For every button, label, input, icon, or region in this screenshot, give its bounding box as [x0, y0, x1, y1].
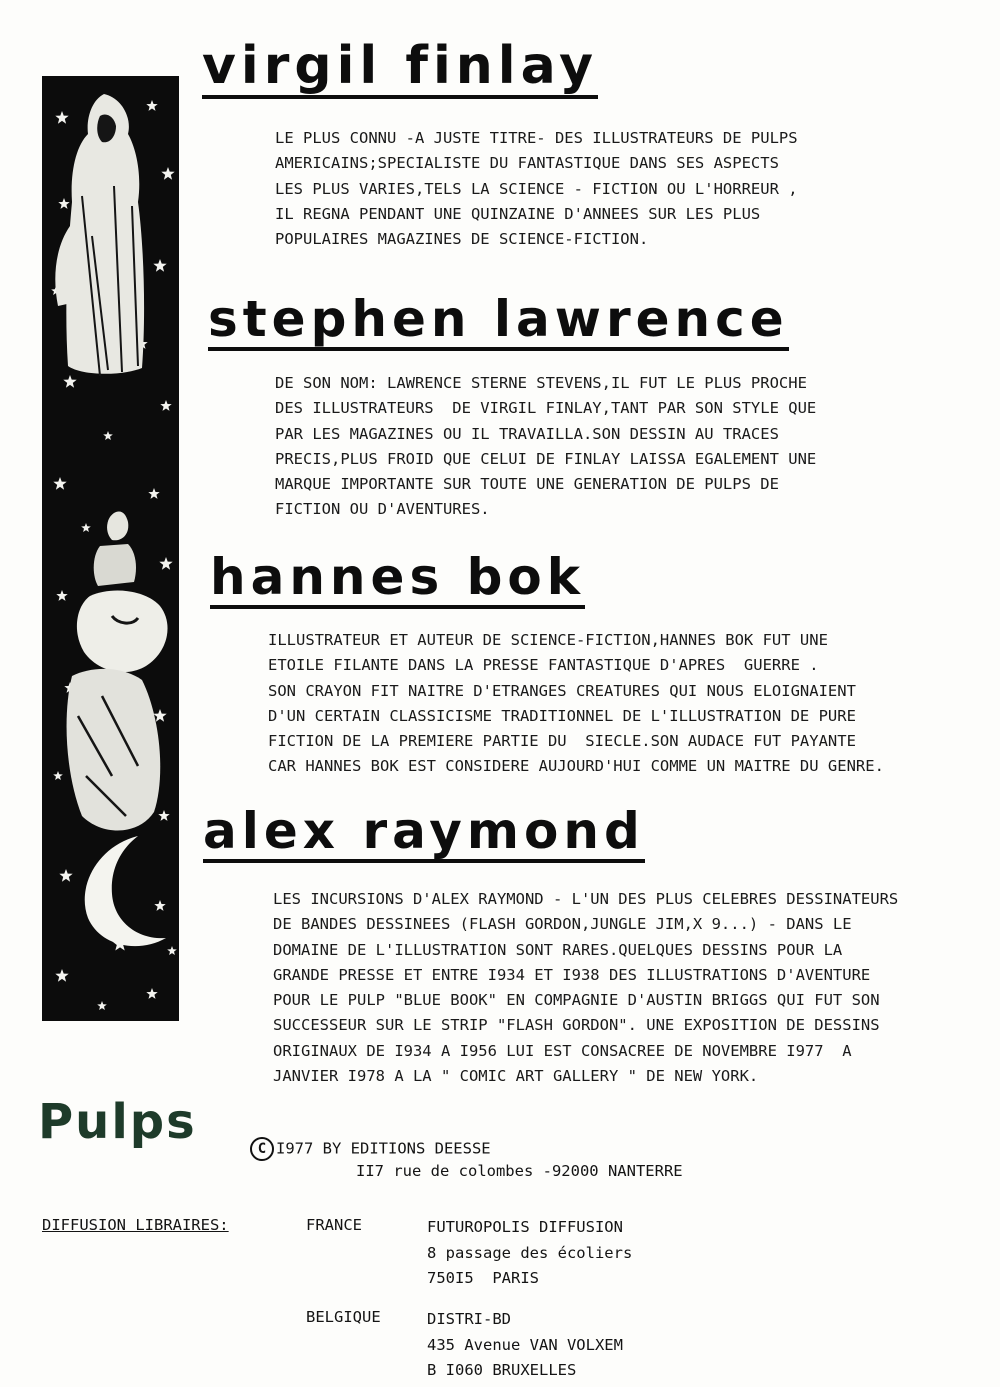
star-icon — [160, 400, 171, 411]
star-icon — [161, 167, 174, 180]
heading-virgil-finlay: virgil finlay — [202, 40, 598, 99]
distributor-france — [427, 1215, 632, 1292]
country-belgique: BELGIQUE — [306, 1308, 381, 1326]
heading-stephen-lawrence: stephen lawrence — [208, 294, 789, 351]
warrior-head — [107, 511, 128, 540]
paragraph-hannes-bok: ILLUSTRATEUR ET AUTEUR DE SCIENCE-FICTION,HANNES BOK FUT UNE ETOILE FILANTE DANS LA PRESSE FANTASTIQUE D'APRES GUERRE . SON CRAYON FIT NAITRE D'ETRANGES CREATURES QUI NOUS ELOIGNAIENT D'UN CERTAIN CLASSICISME TRADITIONNEL DE L'ILLUSTRATION DE PURE FICTION DE LA PREMIERE PARTIE DU SIECLE.SON AUDACE FUT PAYANTE CAR HANNES BOK EST CONSIDERE AUJOURD'HUI COMME UN MAITRE DU GENRE. — [268, 631, 884, 776]
copyright-line — [250, 1137, 491, 1161]
star-icon — [58, 198, 69, 209]
warrior-body — [94, 544, 136, 586]
horse-head — [77, 591, 168, 673]
decorative-illustration-strip — [42, 76, 179, 1021]
star-icon — [55, 111, 68, 124]
star-icon — [81, 523, 91, 532]
star-icon — [153, 259, 166, 272]
star-icon — [167, 946, 177, 955]
pulps-logo: Pulps — [38, 1094, 197, 1150]
heading-hannes-bok: hannes bok — [210, 552, 585, 609]
star-icon — [59, 869, 72, 882]
star-icon — [158, 810, 169, 821]
star-icon — [53, 477, 66, 490]
copyright-text: I977 BY EDITIONS DEESSE — [276, 1139, 491, 1158]
heading-alex-raymond: alex raymond — [203, 806, 645, 863]
crescent-moon — [85, 836, 166, 946]
star-icon — [53, 771, 63, 780]
star-icon — [154, 900, 165, 911]
star-icon — [153, 709, 166, 722]
star-icon — [56, 590, 67, 601]
star-icon — [55, 969, 68, 982]
star-icon — [97, 1001, 107, 1010]
publisher-address: II7 rue de colombes -92000 NANTERRE — [356, 1162, 683, 1180]
star-icon — [146, 100, 157, 111]
country-france: FRANCE — [306, 1216, 362, 1234]
diffusion-label: DIFFUSION LIBRAIRES: — [42, 1216, 229, 1234]
star-icon — [146, 988, 157, 999]
distributor-france-lines: FUTUROPOLIS DIFFUSION 8 passage des écoliers 750I5 PARIS — [427, 1218, 633, 1287]
horse-body — [67, 669, 161, 831]
distributor-belgique-lines: DISTRI-BD 435 Avenue VAN VOLXEM B I060 BRUXELLES — [427, 1310, 623, 1379]
paragraph-stephen-lawrence: DE SON NOM: LAWRENCE STERNE STEVENS,IL FUT LE PLUS PROCHE DES ILLUSTRATEURS DE VIRGIL FINLAY,TANT PAR SON STYLE QUE PAR LES MAGAZINES OU IL TRAVAILLA.SON DESSIN AU TRACES PRECIS,PLUS FROID QUE CELUI DE FINLAY LAISSA EGALEMENT UNE MARQUE IMPORTANTE SUR TOUTE UNE GENERATION DE PULPS DE FICTION OU D'AVENTURES. — [275, 374, 817, 519]
fantasy-illustration — [42, 76, 179, 1021]
copyright-icon: C — [250, 1137, 274, 1161]
distributor-belgique — [427, 1307, 623, 1384]
star-icon — [63, 375, 76, 388]
star-icon — [159, 557, 172, 570]
paragraph-virgil-finlay: LE PLUS CONNU -A JUSTE TITRE- DES ILLUSTRATEURS DE PULPS AMERICAINS;SPECIALISTE DU FANTASTIQUE DANS SES ASPECTS LES PLUS VARIES,TELS LA SCIENCE - FICTION OU L'HORREUR , IL REGNA PENDANT UNE QUINZAINE D'ANNEES SUR LES PLUS POPULAIRES MAGAZINES DE SCIENCE-FICTION. — [275, 129, 798, 249]
star-icon — [148, 488, 159, 499]
star-icon — [103, 431, 113, 440]
paragraph-alex-raymond: LES INCURSIONS D'ALEX RAYMOND - L'UN DES PLUS CELEBRES DESSINATEURS DE BANDES DESSINEES (FLASH GORDON,JUNGLE JIM,X 9...) - DANS LE DOMAINE DE L'ILLUSTRATION SONT RARES.QUELQUES DESSINS POUR LA GRANDE PRESSE ET ENTRE I934 ET I938 DES ILLUSTRATIONS D'AVENTURE POUR LE PULP "BLUE BOOK" EN COMPAGNIE D'AUSTIN BRIGGS QUI FUT SON SUCCESSEUR SUR LE STRIP "FLASH GORDON". UNE EXPOSITION DE DESSINS ORIGINAUX DE I934 A I956 LUI EST CONSACREE DE NOVEMBRE I977 A JANVIER I978 A LA " COMIC ART GALLERY " DE NEW YORK. — [273, 890, 899, 1086]
